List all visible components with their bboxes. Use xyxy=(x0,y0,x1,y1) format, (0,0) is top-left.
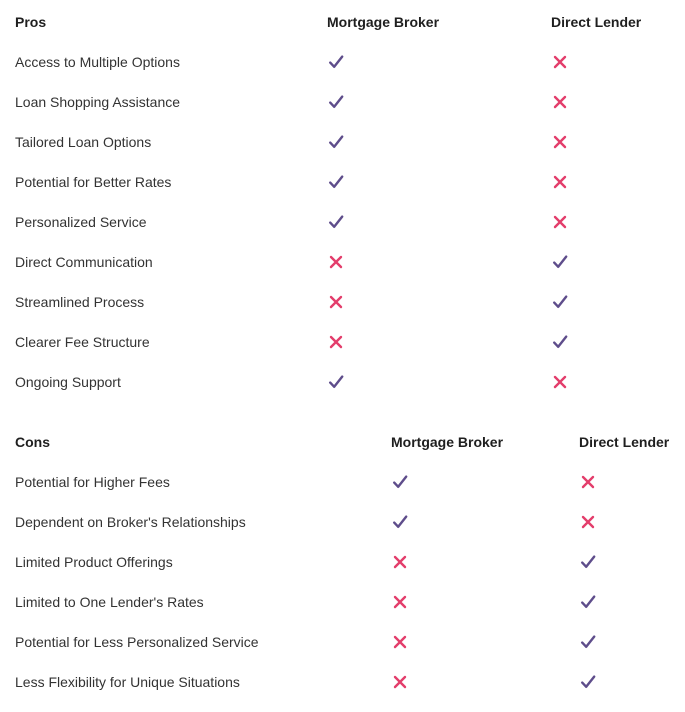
mortgage-broker-cell xyxy=(327,42,345,82)
cons-table xyxy=(0,422,685,702)
check-icon xyxy=(579,593,597,611)
table-row xyxy=(0,282,685,322)
row-label: Personalized Service xyxy=(15,214,147,230)
cross-icon xyxy=(327,333,345,351)
check-icon xyxy=(327,373,345,391)
row-label: Tailored Loan Options xyxy=(15,134,152,150)
table-row xyxy=(0,622,685,662)
cross-icon xyxy=(551,53,569,71)
row-label: Access to Multiple Options xyxy=(15,54,180,70)
cons-header-mortgage-broker: Mortgage Broker xyxy=(391,434,504,450)
table-row xyxy=(0,362,685,402)
table-row xyxy=(0,122,685,162)
check-icon xyxy=(327,173,345,191)
row-label: Dependent on Broker's Relationships xyxy=(15,514,246,530)
check-icon xyxy=(551,253,569,271)
pros-rows xyxy=(0,42,685,402)
table-row xyxy=(0,462,685,502)
cons-header-title: Cons xyxy=(15,434,50,450)
cross-icon xyxy=(579,473,597,491)
direct-lender-cell xyxy=(579,582,597,622)
row-label: Streamlined Process xyxy=(15,294,145,310)
row-label: Clearer Fee Structure xyxy=(15,334,150,350)
direct-lender-cell xyxy=(551,322,569,362)
table-row xyxy=(0,82,685,122)
cons-header-row xyxy=(0,422,685,462)
pros-table xyxy=(0,2,685,402)
row-label: Less Flexibility for Unique Situations xyxy=(15,674,240,690)
mortgage-broker-cell xyxy=(327,202,345,242)
row-label: Potential for Less Personalized Service xyxy=(15,634,259,650)
check-icon xyxy=(551,333,569,351)
direct-lender-cell xyxy=(551,42,569,82)
mortgage-broker-cell xyxy=(327,322,345,362)
row-label: Limited to One Lender's Rates xyxy=(15,594,204,610)
cross-icon xyxy=(391,553,409,571)
row-label: Ongoing Support xyxy=(15,374,121,390)
direct-lender-cell xyxy=(579,662,597,702)
mortgage-broker-cell xyxy=(327,242,345,282)
direct-lender-cell xyxy=(551,282,569,322)
table-row xyxy=(0,502,685,542)
pros-header-row xyxy=(0,2,685,42)
mortgage-broker-cell xyxy=(327,362,345,402)
check-icon xyxy=(579,673,597,691)
cross-icon xyxy=(391,673,409,691)
mortgage-broker-cell xyxy=(327,162,345,202)
cross-icon xyxy=(551,213,569,231)
check-icon xyxy=(579,553,597,571)
cross-icon xyxy=(551,93,569,111)
row-label: Potential for Higher Fees xyxy=(15,474,170,490)
table-row xyxy=(0,242,685,282)
mortgage-broker-cell xyxy=(391,582,409,622)
mortgage-broker-cell xyxy=(391,622,409,662)
pros-header-title: Pros xyxy=(15,14,47,30)
cons-rows xyxy=(0,462,685,702)
check-icon xyxy=(551,293,569,311)
mortgage-broker-cell xyxy=(391,542,409,582)
cross-icon xyxy=(551,373,569,391)
direct-lender-cell xyxy=(579,462,597,502)
cross-icon xyxy=(327,293,345,311)
cross-icon xyxy=(551,133,569,151)
mortgage-broker-cell xyxy=(391,462,409,502)
check-icon xyxy=(327,133,345,151)
check-icon xyxy=(579,633,597,651)
mortgage-broker-cell xyxy=(391,502,409,542)
check-icon xyxy=(391,473,409,491)
row-label: Direct Communication xyxy=(15,254,153,270)
check-icon xyxy=(391,513,409,531)
cross-icon xyxy=(327,253,345,271)
check-icon xyxy=(327,53,345,71)
cross-icon xyxy=(391,633,409,651)
mortgage-broker-cell xyxy=(327,282,345,322)
check-icon xyxy=(327,93,345,111)
table-row xyxy=(0,322,685,362)
table-row xyxy=(0,662,685,702)
direct-lender-cell xyxy=(579,622,597,662)
pros-header-mortgage-broker: Mortgage Broker xyxy=(327,14,440,30)
direct-lender-cell xyxy=(551,162,569,202)
cross-icon xyxy=(579,513,597,531)
direct-lender-cell xyxy=(579,502,597,542)
direct-lender-cell xyxy=(579,542,597,582)
mortgage-broker-cell xyxy=(391,662,409,702)
table-row xyxy=(0,582,685,622)
pros-header-direct-lender: Direct Lender xyxy=(551,14,642,30)
direct-lender-cell xyxy=(551,82,569,122)
direct-lender-cell xyxy=(551,122,569,162)
direct-lender-cell xyxy=(551,362,569,402)
cross-icon xyxy=(391,593,409,611)
table-row xyxy=(0,162,685,202)
direct-lender-cell xyxy=(551,202,569,242)
table-row xyxy=(0,202,685,242)
row-label: Potential for Better Rates xyxy=(15,174,172,190)
table-row xyxy=(0,42,685,82)
check-icon xyxy=(327,213,345,231)
mortgage-broker-cell xyxy=(327,82,345,122)
cross-icon xyxy=(551,173,569,191)
row-label: Limited Product Offerings xyxy=(15,554,173,570)
row-label: Loan Shopping Assistance xyxy=(15,94,181,110)
table-row xyxy=(0,542,685,582)
cons-header-direct-lender: Direct Lender xyxy=(579,434,670,450)
direct-lender-cell xyxy=(551,242,569,282)
mortgage-broker-cell xyxy=(327,122,345,162)
